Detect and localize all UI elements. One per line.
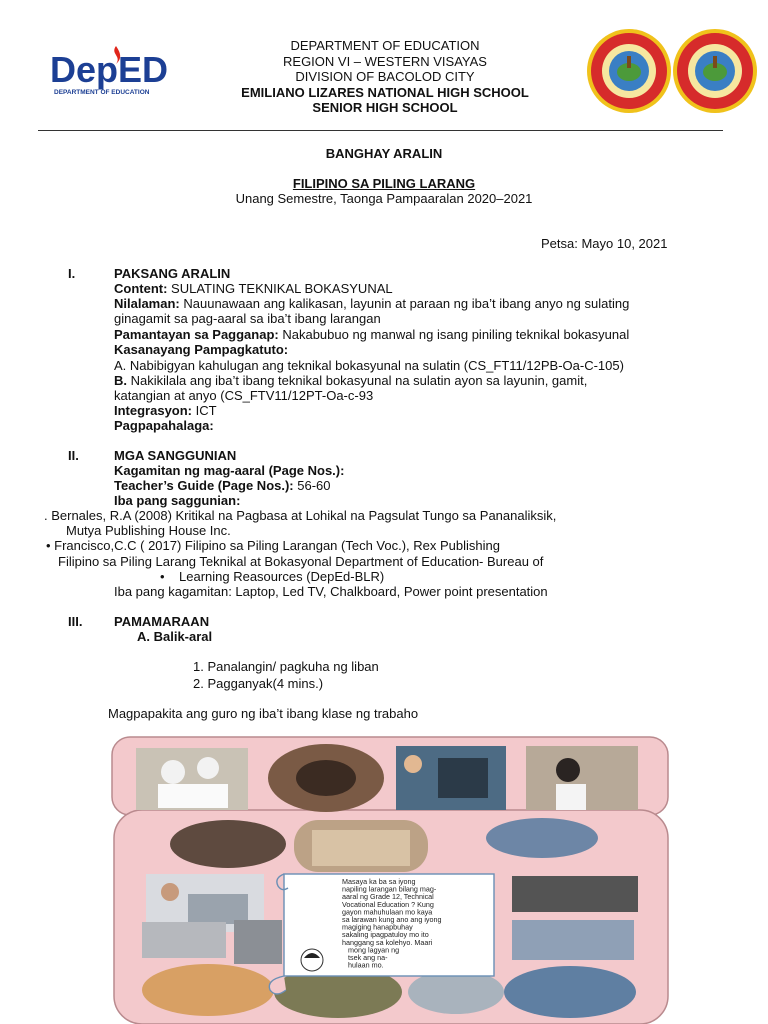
nilalaman-line bbox=[114, 296, 629, 311]
semester-line: Unang Semestre, Taonga Pampaaralan 2020–2021 bbox=[235, 191, 533, 206]
content-line bbox=[114, 281, 393, 296]
section-2-heading: MGA SANGGUNIAN bbox=[114, 448, 237, 463]
reference-3-cont: Learning Reasources (DepEd-BLR) bbox=[179, 569, 385, 584]
note-line: hanggang sa kolehyo. Maari bbox=[342, 937, 433, 947]
photo-workshop bbox=[512, 920, 634, 960]
reference-3: Filipino sa Piling Larang Teknikal at Bokasyonal Department of Education- Bureau of bbox=[58, 554, 544, 569]
iba-pang-saggunian-label: Iba pang saggunian: bbox=[114, 493, 241, 508]
note-line: aaral ng Grade 12, Technical bbox=[342, 892, 434, 902]
photo-welder bbox=[512, 876, 638, 912]
procedure-item-1: 1. Panalangin/ pagkuha ng liban bbox=[193, 659, 379, 674]
competency-b-cont: katangian at anyo (CS_FTV11/12PT-Oa-c-93 bbox=[114, 388, 374, 403]
pamantayan-line bbox=[114, 327, 629, 342]
kagamitan-label: Kagamitan ng mag-aaral (Page Nos.): bbox=[114, 463, 345, 478]
integrasyon-label: Integrasyon: bbox=[114, 403, 193, 418]
instruction-line: Magpapakita ang guro ng iba’t ibang klase ng trabaho bbox=[108, 706, 419, 721]
integrasyon-value: ICT bbox=[192, 403, 217, 418]
note-line: Masaya ka ba sa iyong bbox=[342, 877, 416, 886]
pagpapahalaga-label: Pagpapahalaga: bbox=[114, 418, 214, 433]
header-line-1: DEPARTMENT OF EDUCATION bbox=[290, 38, 480, 53]
header-line-2: REGION VI – WESTERN VISAYAS bbox=[283, 53, 487, 69]
note-line: Vocational Education ? Kung bbox=[342, 899, 434, 909]
nilalaman-cont: ginagamit sa pag-aaral sa iba’t ibang larangan bbox=[114, 311, 381, 326]
school-seal-right bbox=[672, 28, 758, 114]
teachers-guide-line bbox=[114, 478, 331, 493]
note-line: napiling larangan bilang mag- bbox=[342, 884, 437, 894]
balik-aral-heading: A. Balik-aral bbox=[137, 629, 213, 644]
teachers-guide-value: 56-60 bbox=[293, 478, 331, 493]
photo-bartender bbox=[170, 820, 286, 868]
competency-b-label: B. bbox=[114, 373, 127, 388]
note-line: hulaan mo. bbox=[348, 960, 384, 970]
thinking-girl-icon bbox=[301, 949, 323, 971]
section-1-numeral: I. bbox=[68, 266, 76, 281]
reference-1-cont: Mutya Publishing House Inc. bbox=[66, 523, 231, 538]
reference-2: • Francisco,C.C ( 2017) Filipino sa Piling Larangan (Tech Voc.), Rex Publishing bbox=[46, 538, 500, 553]
photo-machinist bbox=[142, 922, 226, 958]
teachers-guide-label: Teacher’s Guide (Page Nos.): bbox=[114, 478, 294, 493]
competency-a: A. Nabibigyan kahulugan ang teknikal bokasyunal na sulatin (CS_FT11/12PB-Oa-C-105) bbox=[114, 358, 624, 373]
competency-b-value: Nakikilala ang iba’t ibang teknikal bokasyunal na sulatin ayon sa layunin, gamit, bbox=[127, 373, 588, 388]
pamantayan-label: Pamantayan sa Pagganap: bbox=[114, 327, 279, 342]
reference-1: . Bernales, R.A (2008) Kritikal na Pagbasa at Lohikal na Pagsulat Tungo sa Pananaliksik, bbox=[44, 508, 557, 523]
subject-title: FILIPINO SA PILING LARANG bbox=[292, 176, 476, 191]
header-line-4: EMILIANO LIZARES NATIONAL HIGH SCHOOL bbox=[241, 84, 529, 100]
note-line: gayon mahuhulaan mo kaya bbox=[342, 907, 433, 917]
logo-text: DepED bbox=[50, 49, 169, 90]
header-divider bbox=[38, 130, 723, 131]
photo-technician bbox=[234, 920, 282, 964]
section-3-numeral: III. bbox=[68, 614, 83, 629]
job-collage bbox=[108, 734, 674, 1024]
kasanayang-label: Kasanayang Pampagkatuto: bbox=[114, 342, 289, 357]
section-2-numeral: II. bbox=[68, 448, 79, 463]
nilalaman-value: Nauunawaan ang kalikasan, layunin at paraan ng iba’t ibang anyo ng sulating bbox=[179, 296, 630, 311]
note-line: tsek ang na- bbox=[348, 953, 388, 962]
header-line-3: DIVISION OF BACOLOD CITY bbox=[295, 69, 475, 84]
note-line: sakaling ipagpatuloy mo ito bbox=[342, 930, 429, 940]
photo-baker bbox=[142, 964, 274, 1016]
section-1-heading: PAKSANG ARALIN bbox=[114, 266, 231, 281]
note-line: magiging hanapbuhay bbox=[342, 922, 413, 932]
photo-mechanic bbox=[486, 818, 598, 858]
integrasyon-line bbox=[114, 403, 217, 418]
school-header bbox=[190, 38, 580, 116]
date-line: Petsa: Mayo 10, 2021 bbox=[541, 236, 668, 251]
note-line: mong lagyan ng bbox=[348, 945, 400, 955]
lesson-plan-title: BANGHAY ARALIN bbox=[325, 146, 443, 161]
nilalaman-label: Nilalaman: bbox=[114, 296, 180, 311]
competency-b-line bbox=[114, 373, 587, 388]
school-seal-left bbox=[586, 28, 672, 114]
logo-subtext: DEPARTMENT OF EDUCATION bbox=[54, 89, 150, 96]
content-label: Content: bbox=[114, 281, 168, 296]
other-materials: Iba pang kagamitan: Laptop, Led TV, Chalkboard, Power point presentation bbox=[114, 584, 548, 599]
header-line-5: SENIOR HIGH SCHOOL bbox=[312, 100, 458, 115]
reference-3-bullet: • bbox=[160, 569, 165, 584]
content-value: SULATING TEKNIKAL BOKASYUNAL bbox=[167, 281, 393, 296]
procedure-item-2: 2. Pagganyak(4 mins.) bbox=[193, 676, 324, 691]
section-3-heading: PAMAMARAAN bbox=[114, 614, 210, 629]
pamantayan-value: Nakabubuo ng manwal ng isang piniling teknikal bokasyunal bbox=[278, 327, 630, 342]
deped-logo bbox=[48, 44, 198, 98]
photo-electronics bbox=[504, 966, 636, 1018]
note-line: sa larawan kung ano ang iyong bbox=[342, 915, 442, 924]
